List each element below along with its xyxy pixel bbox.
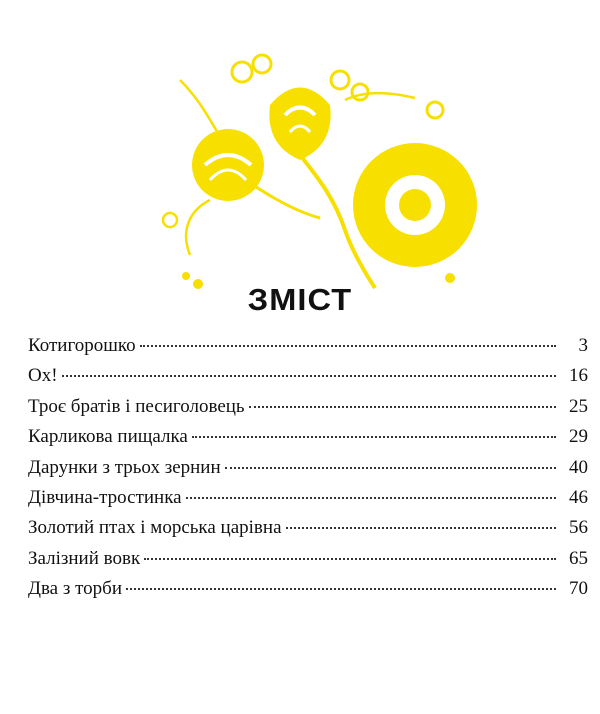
toc-entry: [28, 396, 588, 426]
toc-entry-title: Золотий птах і морська царівна: [28, 517, 282, 539]
toc-entry-page: 65: [569, 547, 588, 569]
toc-entry-title: Дарунки з трьох зернин: [28, 456, 221, 478]
toc-entry-title: Залізний вовк: [28, 547, 141, 569]
table-of-contents: [28, 335, 588, 609]
toc-leader-dots: [286, 527, 556, 529]
toc-leader-dots: [144, 558, 556, 560]
toc-entry-page: 70: [569, 578, 588, 600]
toc-entry: [28, 365, 588, 395]
page-title: ЗМІСТ: [247, 282, 353, 317]
toc-entry-title: Котигорошко: [28, 335, 136, 356]
toc-entry-page: 29: [569, 426, 588, 448]
toc-entry: [28, 457, 588, 487]
toc-leader-dots: [186, 497, 556, 499]
toc-entry: [28, 487, 588, 517]
toc-entry-title: Дівчина-тростинка: [28, 486, 182, 508]
floral-ornament: [150, 40, 510, 300]
toc-entry-page: 16: [569, 365, 588, 387]
toc-leader-dots: [225, 467, 556, 469]
toc-entry: [28, 517, 588, 547]
toc-entry-title: Ох!: [28, 365, 58, 387]
toc-entry: [28, 426, 588, 456]
toc-entry-page: 3: [578, 335, 588, 356]
toc-leader-dots: [126, 588, 556, 590]
toc-leader-dots: [140, 345, 556, 347]
toc-entry-title: Карликова пищалка: [28, 426, 188, 448]
toc-entry-page: 56: [569, 517, 588, 539]
toc-entry: [28, 548, 588, 578]
toc-entry-title: Два з торби: [28, 578, 123, 600]
toc-entry-title: Троє братів і песиголовець: [28, 395, 245, 417]
toc-leader-dots: [249, 406, 556, 408]
toc-entry-page: 25: [569, 395, 588, 417]
toc-leader-dots: [62, 375, 556, 377]
toc-entry-page: 46: [569, 486, 588, 508]
toc-entry-page: 40: [569, 456, 588, 478]
toc-leader-dots: [192, 436, 556, 438]
toc-entry: [28, 335, 588, 365]
toc-entry: [28, 578, 588, 608]
